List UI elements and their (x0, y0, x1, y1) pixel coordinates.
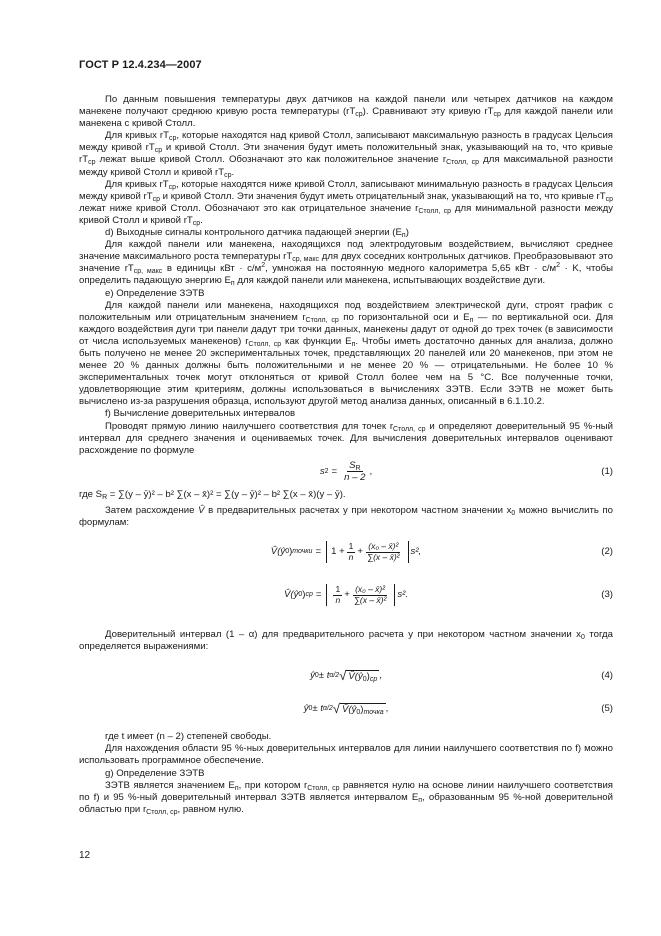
formula-where-sr: где $S_R = \sum(y$ – ȳ)² – b² ∑(x – x̄)² = ∑(y – ȳ)² – b² ∑(x – x̄)(y – ȳ). (79, 488, 346, 501)
section-e-heading: e) Определение ЗЭТВ (105, 287, 205, 299)
formula-5: ŷ 0 ± t α/2 √ $V̂(ŷ_0)_{точка}$ , (5) (303, 701, 613, 717)
formula-number: (5) (601, 703, 613, 715)
paragraph-zetv-definition: ЗЭТВ является значением $E_п$, при котором $r_{Столл, ср}$ равняется нулю на основе линии наилучшего соответствия по f) и 95 %-ный доверительный интервал ЗЭТВ является интервалом $E_п$, образованным 95 %-ной доверительной областью при $r_{Столл, ср}$, равном нулю. (79, 779, 613, 816)
formula-3: V̂(ŷ 0 ) ср = $\frac{1}{n}$ + $\frac{\text{(x₀ – x̄)²}}{\text{∑(x – x̄)²}}$ s². (3) (283, 584, 613, 605)
formula-number: (1) (601, 465, 613, 477)
formula-1: s 2 = $\frac{S_R}{n - 2}$ , (1) (319, 460, 613, 484)
paragraph-average-curve: По данным повышения температуры двух датчиков на каждой панели или четырех датчиков на каждом манекене получают среднюю кривую роста температуры $(rT_{ср})$. Сравнивают эту кривую $rT_{ср}$ для каждой панели или манекена с кривой Столл. (79, 94, 613, 130)
paragraph-variance: Затем расхождение V̂ в предварительных расчетах y при некотором частном значении $x_0$ можно вычислить по формулам: (79, 504, 614, 528)
paragraph-confidence-interval: Доверительный интервал (1 – α) для предварительного расчета y при некотором частном значении $x_0$ тогда определяется выражениями: (79, 629, 613, 653)
section-f-heading: f) Вычисление доверительных интервалов (105, 408, 296, 420)
paragraph-plot-data: Для каждой панели или манекена, находящихся под воздействием электрической дуги, строят график с положительным или отрицательным значением $r_{Столл, ср}$ по горизонтальной оси и $E_п$ — по вертикальной оси. Для каждого воздействия дуги три панели дадут три точки данных, манекены дадут от одной до трех точек (в зависимости от числа используемых манекенов) $r_{Столл, ср}$ как функции $E_п$. Чтобы иметь достаточно данных для анализа, должно быть получено не менее 20 экспериментальных точек, представляющих 20 панелей или 20 манекенов, при этом не менее 20 % данных должны быть положительными и не менее 20 % — отрицательными. Не более 10 % экспериментальных точек могут отклоняться от кривой Столл более чем на 5 °С. Все полученные точки, удовлетворяющие этим критериям, должны использоваться в вычислениях ЗЭТВ. Если ЗЭТВ не может быть вычислено из-за разрушения образца, используют другой метод анализа данных, описанный в 6.1.10.2. (79, 299, 614, 408)
section-d-heading: d) Выходные сигналы контрольного датчика падающей энергии $(E_п)$ (105, 227, 409, 240)
formula-number: (3) (601, 589, 613, 601)
paragraph-negative-difference: Для кривых $rT_{ср}$, которые находятся ниже кривой Столл, записывают минимальную разность в градусах Цельсия между кривой $rT_{ср}$ и кривой Столл. Эти значения будут иметь отрицательный знак, указывающий на то, что кривые $rT_{ср}$ лежат ниже кривой Столл. Обозначают это как отрицательное значение $r_{Столл, ср}$ для минимальной разности между кривой Столл и кривой $rT_{ср}$. (79, 178, 613, 227)
paragraph-incident-energy: Для каждой панели или манекена, находящихся под электродуговым воздействием, вычисляют среднее значение максимального роста температуры $rT_{ср, макс}$ для двух соседних контрольных датчиков. Преобразовывают это значение $rT_{ср, макс}$ в единицы кВт · $с/м^2$, умножая на постоянную медного калориметра 5,65 кВт · $с/м^2 \cdot K$, чтобы определить падающую энергию $E_п$ для каждой панели или манекена, испытывающих воздействие дуги. (79, 239, 613, 288)
section-g-heading: g) Определение ЗЭТВ (105, 767, 205, 779)
page-number: 12 (79, 850, 91, 861)
document-header: ГОСТ Р 12.4.234—2007 (79, 59, 202, 71)
paragraph-t-degrees: где t имеет (n – 2) степеней свободы. (105, 731, 272, 743)
formula-2: V̂(ŷ 0 ) точки = 1 + $\frac{1}{n}$ + $\frac{\text{(x₀ – x̄)²}}{\text{∑(x – x̄)²}}$ s², (2) (270, 541, 613, 562)
document-body (79, 94, 613, 816)
formula-number: (4) (601, 670, 613, 682)
paragraph-best-fit: Проводят прямую линию наилучшего соответствия для точек $r_{Столл, ср}$ и определяют доверительный 95 %-ный интервал для среднего значения и оцениваемых точек. Для вычисления доверительных интервалов оценивают расхождение по формуле (79, 420, 613, 456)
paragraph-software: Для нахождения области 95 %-ных доверительных интервалов для линии наилучшего соответствия по f) можно использовать программное обеспечение. (79, 743, 613, 767)
paragraph-positive-difference: Для кривых $rT_{ср}$, которые находятся над кривой Столл, записывают максимальную разность в градусах Цельсия между кривой $rT_{ср}$ и кривой Столл. Эти значения будут иметь положительный знак, указывающий на то, что кривые $rT_{ср}$ лежат выше кривой Столл. Обозначают это как положительное значение $r_{Столл, ср}$ для максимальной разности между кривой Столл и кривой $rT_{ср}$. (79, 130, 614, 179)
formula-number: (2) (601, 546, 613, 558)
formula-4: ŷ 0 ± t α/2 √ $V̂(ŷ_0)_{ср}$ , (4) (310, 668, 613, 684)
